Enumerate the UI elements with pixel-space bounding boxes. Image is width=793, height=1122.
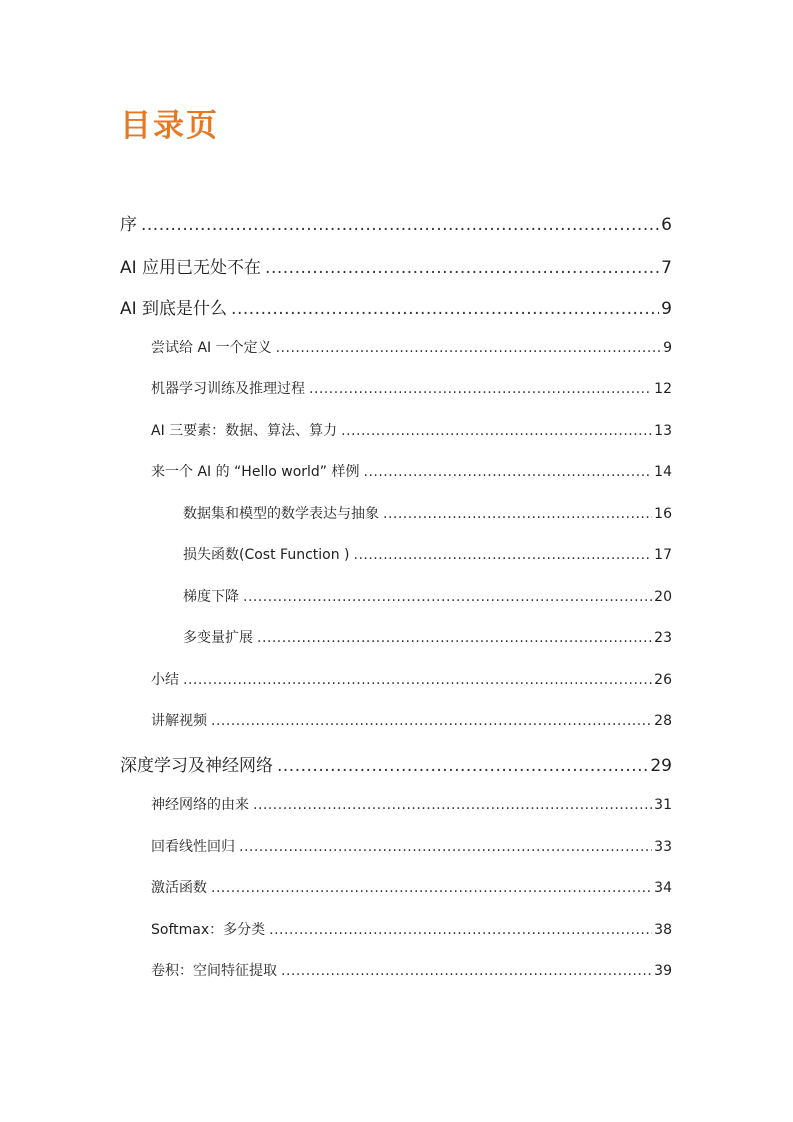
- toc-dot-leader: [341, 423, 652, 439]
- toc-entry-linear-regression[interactable]: [151, 836, 672, 858]
- toc-entry-label: 深度学习及神经网络: [120, 756, 273, 776]
- toc-entry-convolution[interactable]: [151, 960, 672, 982]
- toc-dot-leader: [269, 922, 652, 938]
- toc-dot-leader: [243, 589, 652, 605]
- toc-entry-label: Softmax：多分类: [151, 922, 266, 938]
- toc-entry-label: 来一个 AI 的 “Hello world” 样例: [151, 464, 360, 480]
- toc-entry-hello-world[interactable]: [151, 461, 672, 483]
- toc-page-number: 28: [654, 713, 672, 729]
- toc-page-number: 9: [661, 299, 672, 319]
- toc-entry-label: AI 到底是什么: [120, 299, 228, 319]
- toc-dot-leader: [364, 464, 653, 480]
- toc-page-number: 33: [654, 839, 672, 855]
- toc-dot-leader: [277, 756, 648, 776]
- toc-entry-video[interactable]: [151, 710, 672, 732]
- toc-entry-cost-function[interactable]: [183, 544, 672, 566]
- toc-entry-label: 讲解视频: [151, 713, 207, 729]
- toc-page-number: 16: [654, 506, 672, 522]
- toc-page-number: 38: [654, 922, 672, 938]
- toc-entry-ai-everywhere[interactable]: [120, 253, 672, 279]
- toc-dot-leader: [354, 547, 653, 563]
- toc-dot-leader: [211, 713, 652, 729]
- toc-entry-multivariable[interactable]: [183, 627, 672, 649]
- toc-entry-deep-learning[interactable]: [120, 751, 672, 777]
- toc-entry-label: AI 三要素：数据、算法、算力: [151, 423, 338, 439]
- toc-entry-label: 梯度下降: [183, 589, 239, 605]
- toc-entry-label: 激活函数: [151, 880, 207, 896]
- toc-entry-softmax[interactable]: [151, 919, 672, 941]
- toc-dot-leader: [253, 797, 652, 813]
- toc-entry-label: 尝试给 AI 一个定义: [151, 340, 272, 356]
- toc-page-number: 31: [654, 797, 672, 813]
- toc-entry-nn-origin[interactable]: [151, 794, 672, 816]
- toc-entry-label: 序: [120, 215, 137, 235]
- toc-dot-leader: [281, 963, 652, 979]
- toc-entry-label: 回看线性回归: [151, 839, 235, 855]
- toc-dot-leader: [383, 506, 652, 522]
- toc-dot-leader: [239, 839, 652, 855]
- toc-page-number: 20: [654, 589, 672, 605]
- toc-dot-leader: [183, 672, 652, 688]
- toc-page-number: 39: [654, 963, 672, 979]
- toc-entry-activation[interactable]: [151, 877, 672, 899]
- toc-page-number: 26: [654, 672, 672, 688]
- toc-page-number: 6: [661, 215, 672, 235]
- toc-entry-ai-three-elements[interactable]: [151, 420, 672, 442]
- toc-page-number: 17: [654, 547, 672, 563]
- page-title: 目录页: [120, 108, 219, 144]
- toc-entry-what-is-ai[interactable]: [120, 294, 672, 320]
- toc-page-number: 34: [654, 880, 672, 896]
- toc-dot-leader: [211, 880, 652, 896]
- toc-dot-leader: [231, 299, 659, 319]
- toc-entry-gradient-descent[interactable]: [183, 586, 672, 608]
- toc-page-number: 7: [661, 258, 672, 278]
- toc-entry-summary[interactable]: [151, 669, 672, 691]
- toc-page-number: 29: [650, 756, 672, 776]
- toc-entry-label: 数据集和模型的数学表达与抽象: [183, 506, 379, 522]
- toc-entry-label: 小结: [151, 672, 179, 688]
- toc-entry-label: AI 应用已无处不在: [120, 258, 262, 278]
- toc-entry-ml-training[interactable]: [151, 378, 672, 400]
- toc-entry-label: 卷积：空间特征提取: [151, 963, 277, 979]
- toc-dot-leader: [276, 340, 661, 356]
- toc-dot-leader: [265, 258, 659, 278]
- toc-entry-label: 损失函数(Cost Function ): [183, 547, 350, 563]
- toc-page-number: 9: [663, 340, 672, 356]
- toc-page-number: 14: [654, 464, 672, 480]
- toc-page-number: 12: [654, 381, 672, 397]
- toc-dot-leader: [141, 215, 659, 235]
- toc-dot-leader: [257, 630, 652, 646]
- toc-entry-label: 机器学习训练及推理过程: [151, 381, 305, 397]
- toc-dot-leader: [309, 381, 652, 397]
- toc-page-number: 13: [654, 423, 672, 439]
- toc-entry-label: 神经网络的由来: [151, 797, 249, 813]
- toc-entry-define-ai[interactable]: [151, 337, 672, 359]
- toc-entry-preface[interactable]: [120, 210, 672, 236]
- toc-entry-dataset-model[interactable]: [183, 503, 672, 525]
- toc-page-number: 23: [654, 630, 672, 646]
- toc-entry-label: 多变量扩展: [183, 630, 253, 646]
